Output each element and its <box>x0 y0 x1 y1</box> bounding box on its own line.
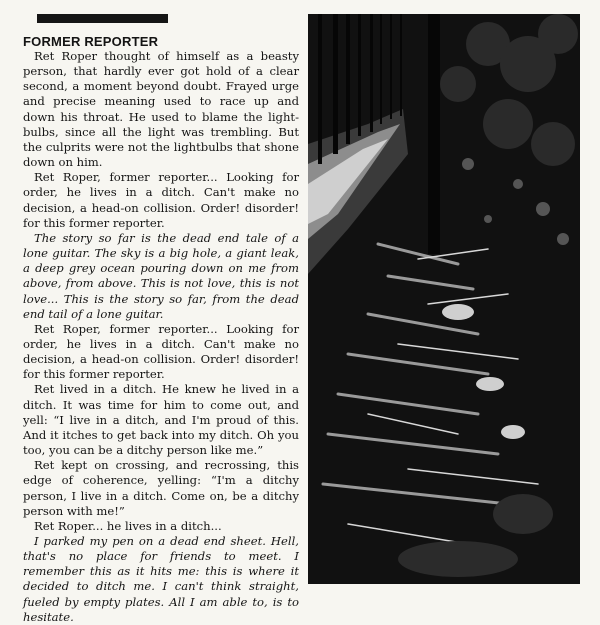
article-paragraph-italic: I parked my pen on a dead end sheet. Hell, that's no place for friends to meet. I remember this as it hits me: this is where it decided to ditch me. I can't think straight, fueled by empty plates. All I am able to, is to hesitate. <box>23 534 299 624</box>
article-paragraph: Ret Roper, former reporter... Looking for order, he lives in a ditch. Can't make no decision, a head-on collision. Order! disorder! for this former reporter. <box>23 170 299 230</box>
article-paragraph-italic: The story so far is the dead end tale of a lone guitar. The sky is a big hole, a giant leak, a deep grey ocean pouring down on me from above, from above. This is not love, this is not love... This is the story so far, from the dead end tail of a lone guitar. <box>23 230 299 321</box>
article-paragraph: Ret Roper, former reporter... Looking for order, he lives in a ditch. Can't make no decision, a head-on collision. Order! disorder! for this former reporter. <box>23 321 299 382</box>
roadside-ditch-photograph <box>308 14 580 584</box>
top-rule <box>37 14 168 23</box>
article-paragraph: Ret lived in a ditch. He knew he lived in a ditch. It was time for him to come out, and yell: “I live in a ditch, and I'm proud of this. And it itches to get back into my ditch. Oh you too, you can be a ditchy person like me.” <box>23 382 299 458</box>
article-paragraph: Ret Roper thought of himself as a beasty person, that hardly ever got hold of a clear second, a moment beyond doubt. Frayed urge and precise meaning used to race up and down his throat. He used to blame the light-bulbs, since all the light was trembling. But the culprits were not the lightbulbs that shone down on him. <box>23 49 299 170</box>
article-paragraph: Ret kept on crossing, and recrossing, this edge of coherence, yelling: “I'm a ditchy person, I live in a ditch. Come on, be a ditchy person with me!” <box>23 458 299 518</box>
article-paragraph: Ret Roper... he lives in a ditch... <box>34 518 222 533</box>
article-heading: FORMER REPORTER <box>23 34 159 49</box>
article-column <box>23 27 299 625</box>
